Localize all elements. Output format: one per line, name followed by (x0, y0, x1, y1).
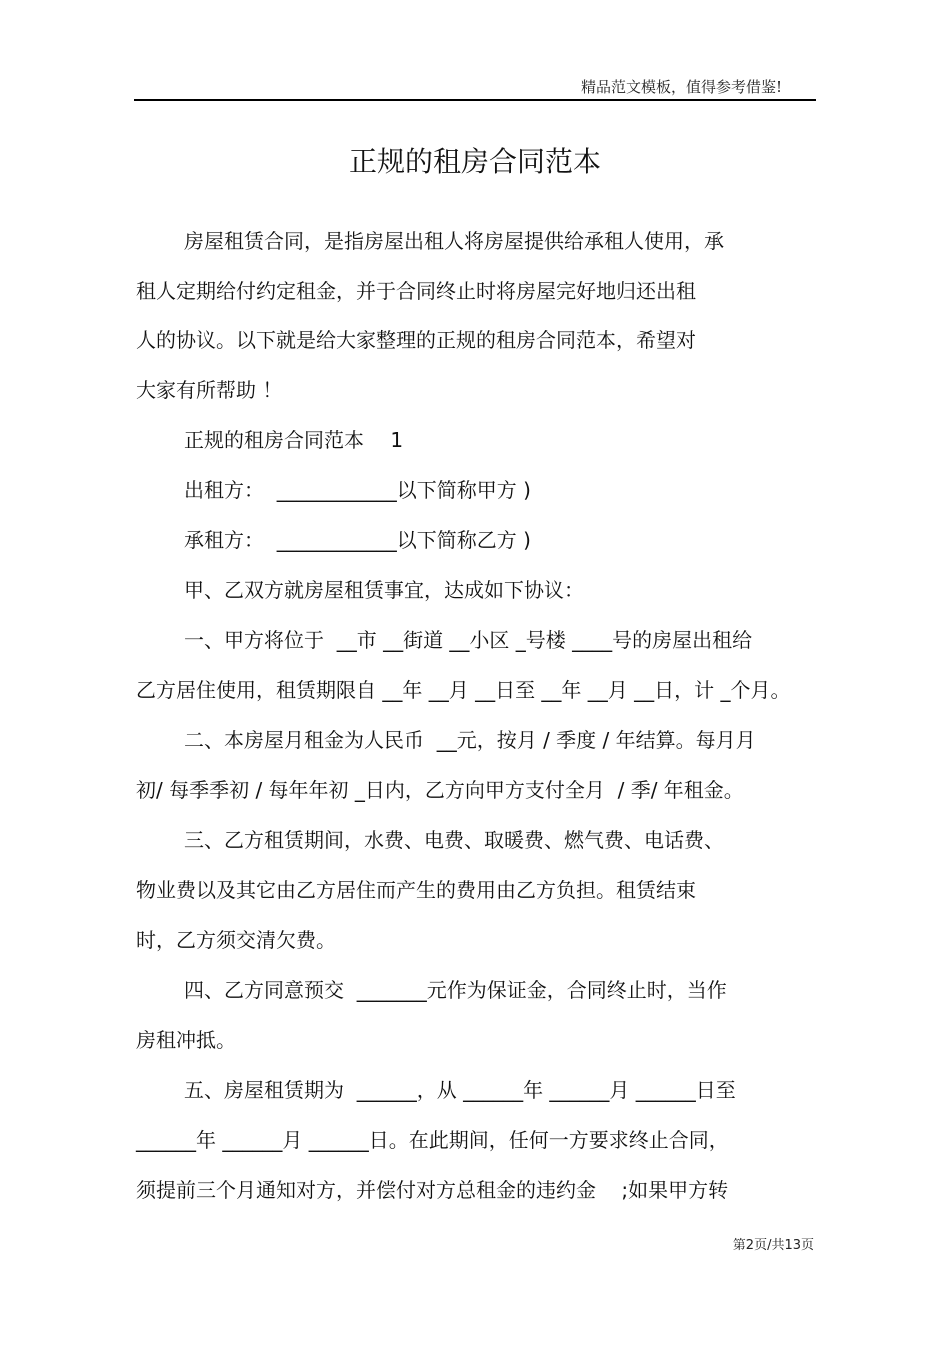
clause-3-line: 物业费以及其它由乙方居住而产生的费用由乙方负担。租赁结束 (136, 878, 696, 902)
clause-2-line: 初/ 每季季初 / 每年年初 _日内，乙方向甲方支付全月 / 季/ 年租金。 (136, 778, 744, 802)
paragraph-line: 大家有所帮助 ！ (136, 378, 283, 402)
clause-2-line: 二、本房屋月租金为人民币 __元，按月 / 季度 / 年结算。每月月 (184, 728, 756, 752)
clause-3-line: 三、乙方租赁期间，水费、电费、取暖费、燃气费、电话费、 (184, 828, 724, 852)
clause-1-line: 一、甲方将位于 __市 __街道 __小区 _号楼 ____号的房屋出租给 (184, 628, 753, 652)
clause-1-line: 乙方居住使用，租赁期限自 __年 __月 __日至 __年 __月 __日，计 _个月。 (136, 678, 791, 702)
clause-5-line: 须提前三个月通知对方，并偿付对方总租金的违约金 ;如果甲方转 (136, 1178, 729, 1202)
clause-5-line: 五、房屋租赁期为 ______，从 ______年 ______月 ______日至 (184, 1078, 736, 1102)
clause-3-line: 时，乙方须交清欠费。 (136, 928, 336, 952)
header-divider (134, 99, 816, 101)
paragraph-line: 租人定期给付约定租金，并于合同终止时将房屋完好地归还出租 (136, 279, 696, 303)
clause-5-line: ______年 ______月 ______日。在此期间，任何一方要求终止合同， (136, 1128, 729, 1152)
paragraph-line: 甲、乙双方就房屋租赁事宜，达成如下协议： (184, 578, 584, 602)
paragraph-line: 人的协议。以下就是给大家整理的正规的租房合同范本，希望对 (136, 328, 696, 352)
clause-4-line: 房租冲抵。 (136, 1028, 236, 1052)
page-number: 第2页/共13页 (732, 1238, 814, 1253)
lessor-line: 出租方： ____________以下简称甲方 ) (184, 478, 531, 502)
contract-subtitle: 正规的租房合同范本 1 (184, 428, 404, 452)
document-title: 正规的租房合同范本 (348, 145, 601, 178)
paragraph-line: 房屋租赁合同，是指房屋出租人将房屋提供给承租人使用，承 (184, 229, 724, 253)
lessee-line: 承租方： ____________以下简称乙方 ) (184, 528, 531, 552)
clause-4-line: 四、乙方同意预交 _______元作为保证金，合同终止时，当作 (184, 978, 727, 1002)
header-text: 精品范文模板，值得参考借鉴! (580, 78, 782, 96)
